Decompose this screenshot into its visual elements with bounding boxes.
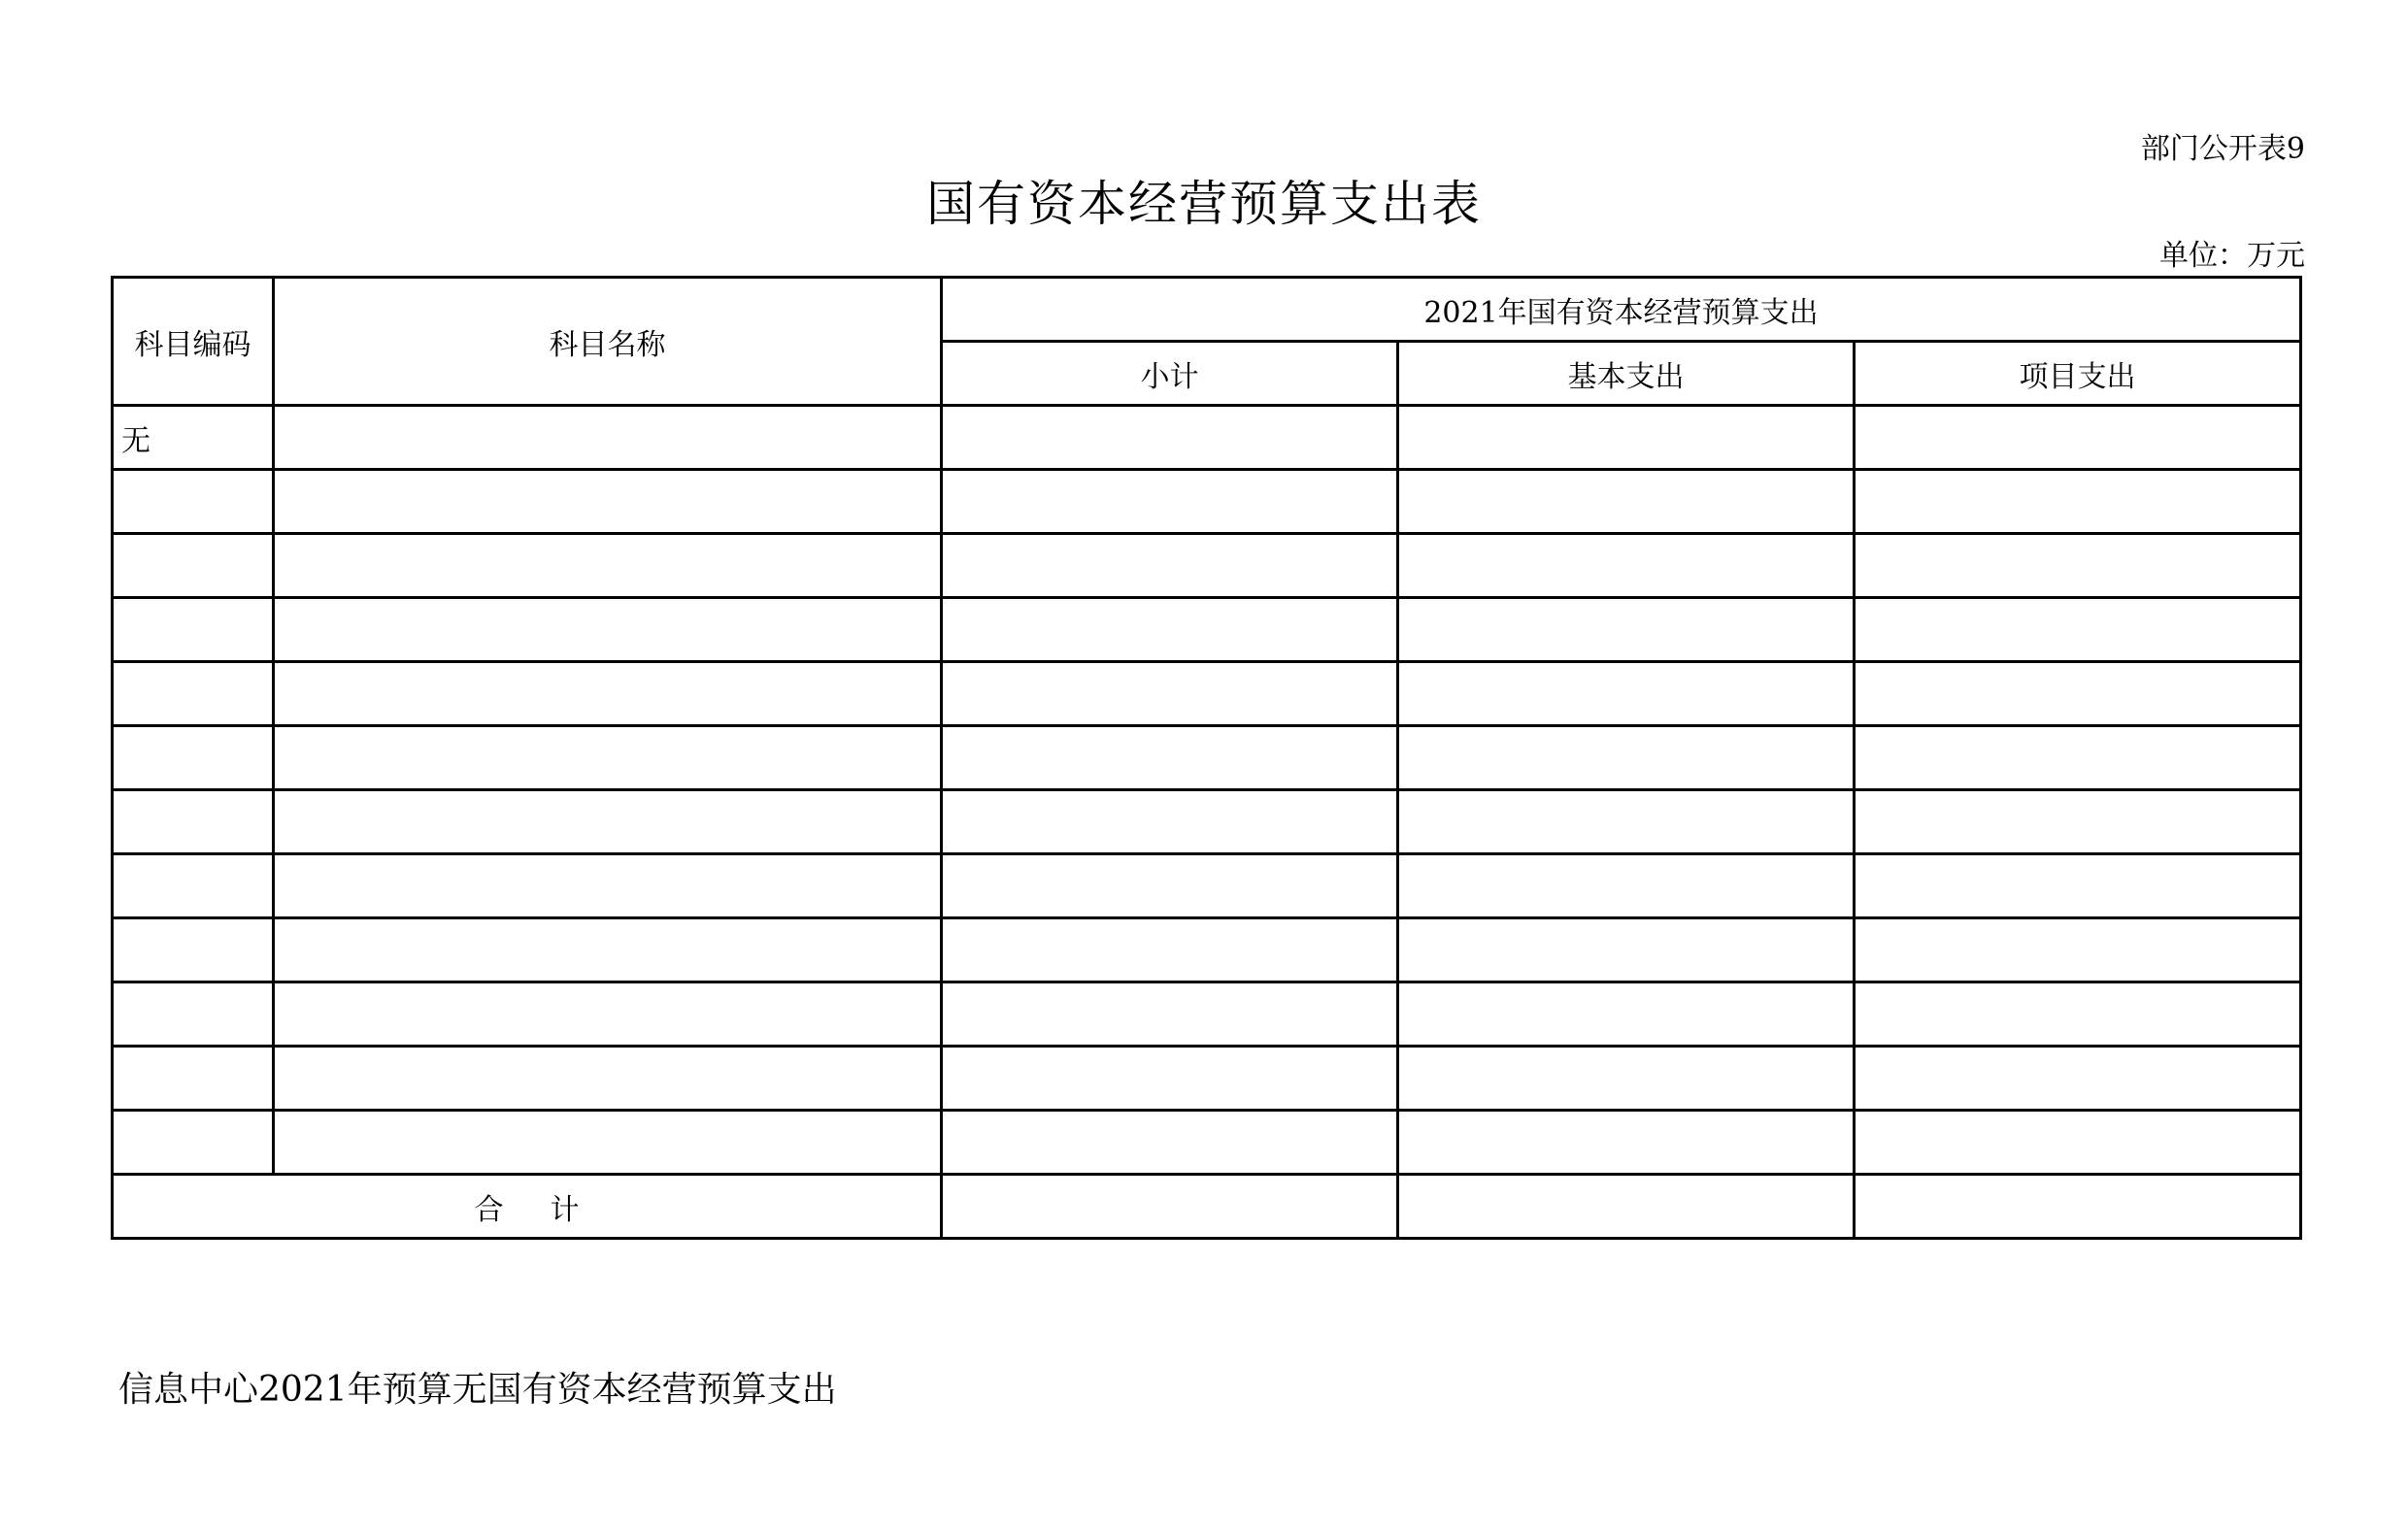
cell-project: [1855, 598, 2301, 662]
table-row: [113, 406, 2301, 470]
total-basic: [1398, 1175, 1855, 1239]
cell-project: [1855, 790, 2301, 854]
cell-name: [274, 982, 942, 1047]
cell-name: [274, 854, 942, 918]
cell-project: [1855, 854, 2301, 918]
cell-basic: [1398, 854, 1855, 918]
cell-basic: [1398, 1047, 1855, 1111]
cell-basic: [1398, 470, 1855, 534]
cell-basic: [1398, 534, 1855, 598]
cell-subtotal: [942, 598, 1398, 662]
cell-subtotal: [942, 854, 1398, 918]
cell-name: [274, 406, 942, 470]
table-row: [113, 662, 2301, 726]
cell-name: [274, 1047, 942, 1111]
cell-project: [1855, 406, 2301, 470]
cell-project: [1855, 1111, 2301, 1175]
cell-project: [1855, 470, 2301, 534]
table-row: [113, 1111, 2301, 1175]
cell-code: [113, 726, 274, 790]
cell-project: [1855, 726, 2301, 790]
cell-subtotal: [942, 1111, 1398, 1175]
cell-project: [1855, 1047, 2301, 1111]
cell-code: [113, 534, 274, 598]
table-row: [113, 470, 2301, 534]
cell-basic: [1398, 406, 1855, 470]
table-body: [113, 406, 2301, 1175]
header-row-1: [113, 278, 2301, 342]
table-row: [113, 726, 2301, 790]
cell-code: [113, 982, 274, 1047]
page-title: 国有资本经营预算支出表: [926, 176, 1482, 232]
cell-subtotal: [942, 790, 1398, 854]
cell-name: [274, 726, 942, 790]
cell-code: [113, 662, 274, 726]
cell-subtotal: [942, 982, 1398, 1047]
cell-name: [274, 1111, 942, 1175]
header-subtotal: 小计: [942, 342, 1398, 406]
cell-subtotal: [942, 1047, 1398, 1111]
table-row: [113, 854, 2301, 918]
cell-name: [274, 598, 942, 662]
cell-code: [113, 598, 274, 662]
cell-name: [274, 470, 942, 534]
cell-project: [1855, 662, 2301, 726]
total-label-cell: [113, 1175, 942, 1239]
cell-code: [113, 1047, 274, 1111]
cell-subtotal: [942, 470, 1398, 534]
cell-code: [113, 470, 274, 534]
cell-project: [1855, 534, 2301, 598]
cell-subtotal: [942, 726, 1398, 790]
cell-subtotal: [942, 918, 1398, 982]
footnote: 信息中心2021年预算无国有资本经营预算支出: [118, 1370, 837, 1410]
table-row: [113, 918, 2301, 982]
table-row: [113, 534, 2301, 598]
unit-label: 单位：万元: [2159, 239, 2305, 273]
cell-name: [274, 662, 942, 726]
cell-code: [113, 790, 274, 854]
total-label: 合计: [474, 1192, 626, 1227]
table-row: [113, 598, 2301, 662]
cell-basic: [1398, 598, 1855, 662]
cell-code: [113, 918, 274, 982]
header-project: 项目支出: [1855, 342, 2301, 406]
cell-basic: [1398, 982, 1855, 1047]
total-row: [113, 1175, 2301, 1239]
total-project: [1855, 1175, 2301, 1239]
header-name: 科目名称: [274, 278, 942, 406]
total-subtotal: [942, 1175, 1398, 1239]
table-row: [113, 1047, 2301, 1111]
header-basic: 基本支出: [1398, 342, 1855, 406]
cell-name: [274, 918, 942, 982]
cell-basic: [1398, 918, 1855, 982]
cell-code: [113, 854, 274, 918]
header-group: 2021年国有资本经营预算支出: [942, 278, 2301, 342]
cell-name: [274, 790, 942, 854]
cell-project: [1855, 982, 2301, 1047]
header-code: 科目编码: [113, 278, 274, 406]
cell-subtotal: [942, 534, 1398, 598]
cell-code: [113, 1111, 274, 1175]
table-row: [113, 982, 2301, 1047]
cell-subtotal: [942, 662, 1398, 726]
cell-basic: [1398, 662, 1855, 726]
budget-table: [111, 276, 2302, 1240]
cell-basic: [1398, 726, 1855, 790]
cell-basic: [1398, 1111, 1855, 1175]
cell-basic: [1398, 790, 1855, 854]
cell-subtotal: [942, 406, 1398, 470]
cell-project: [1855, 918, 2301, 982]
cell-code: 无: [113, 406, 274, 470]
cell-name: [274, 534, 942, 598]
form-number: 部门公开表9: [2140, 132, 2305, 166]
table-row: [113, 790, 2301, 854]
